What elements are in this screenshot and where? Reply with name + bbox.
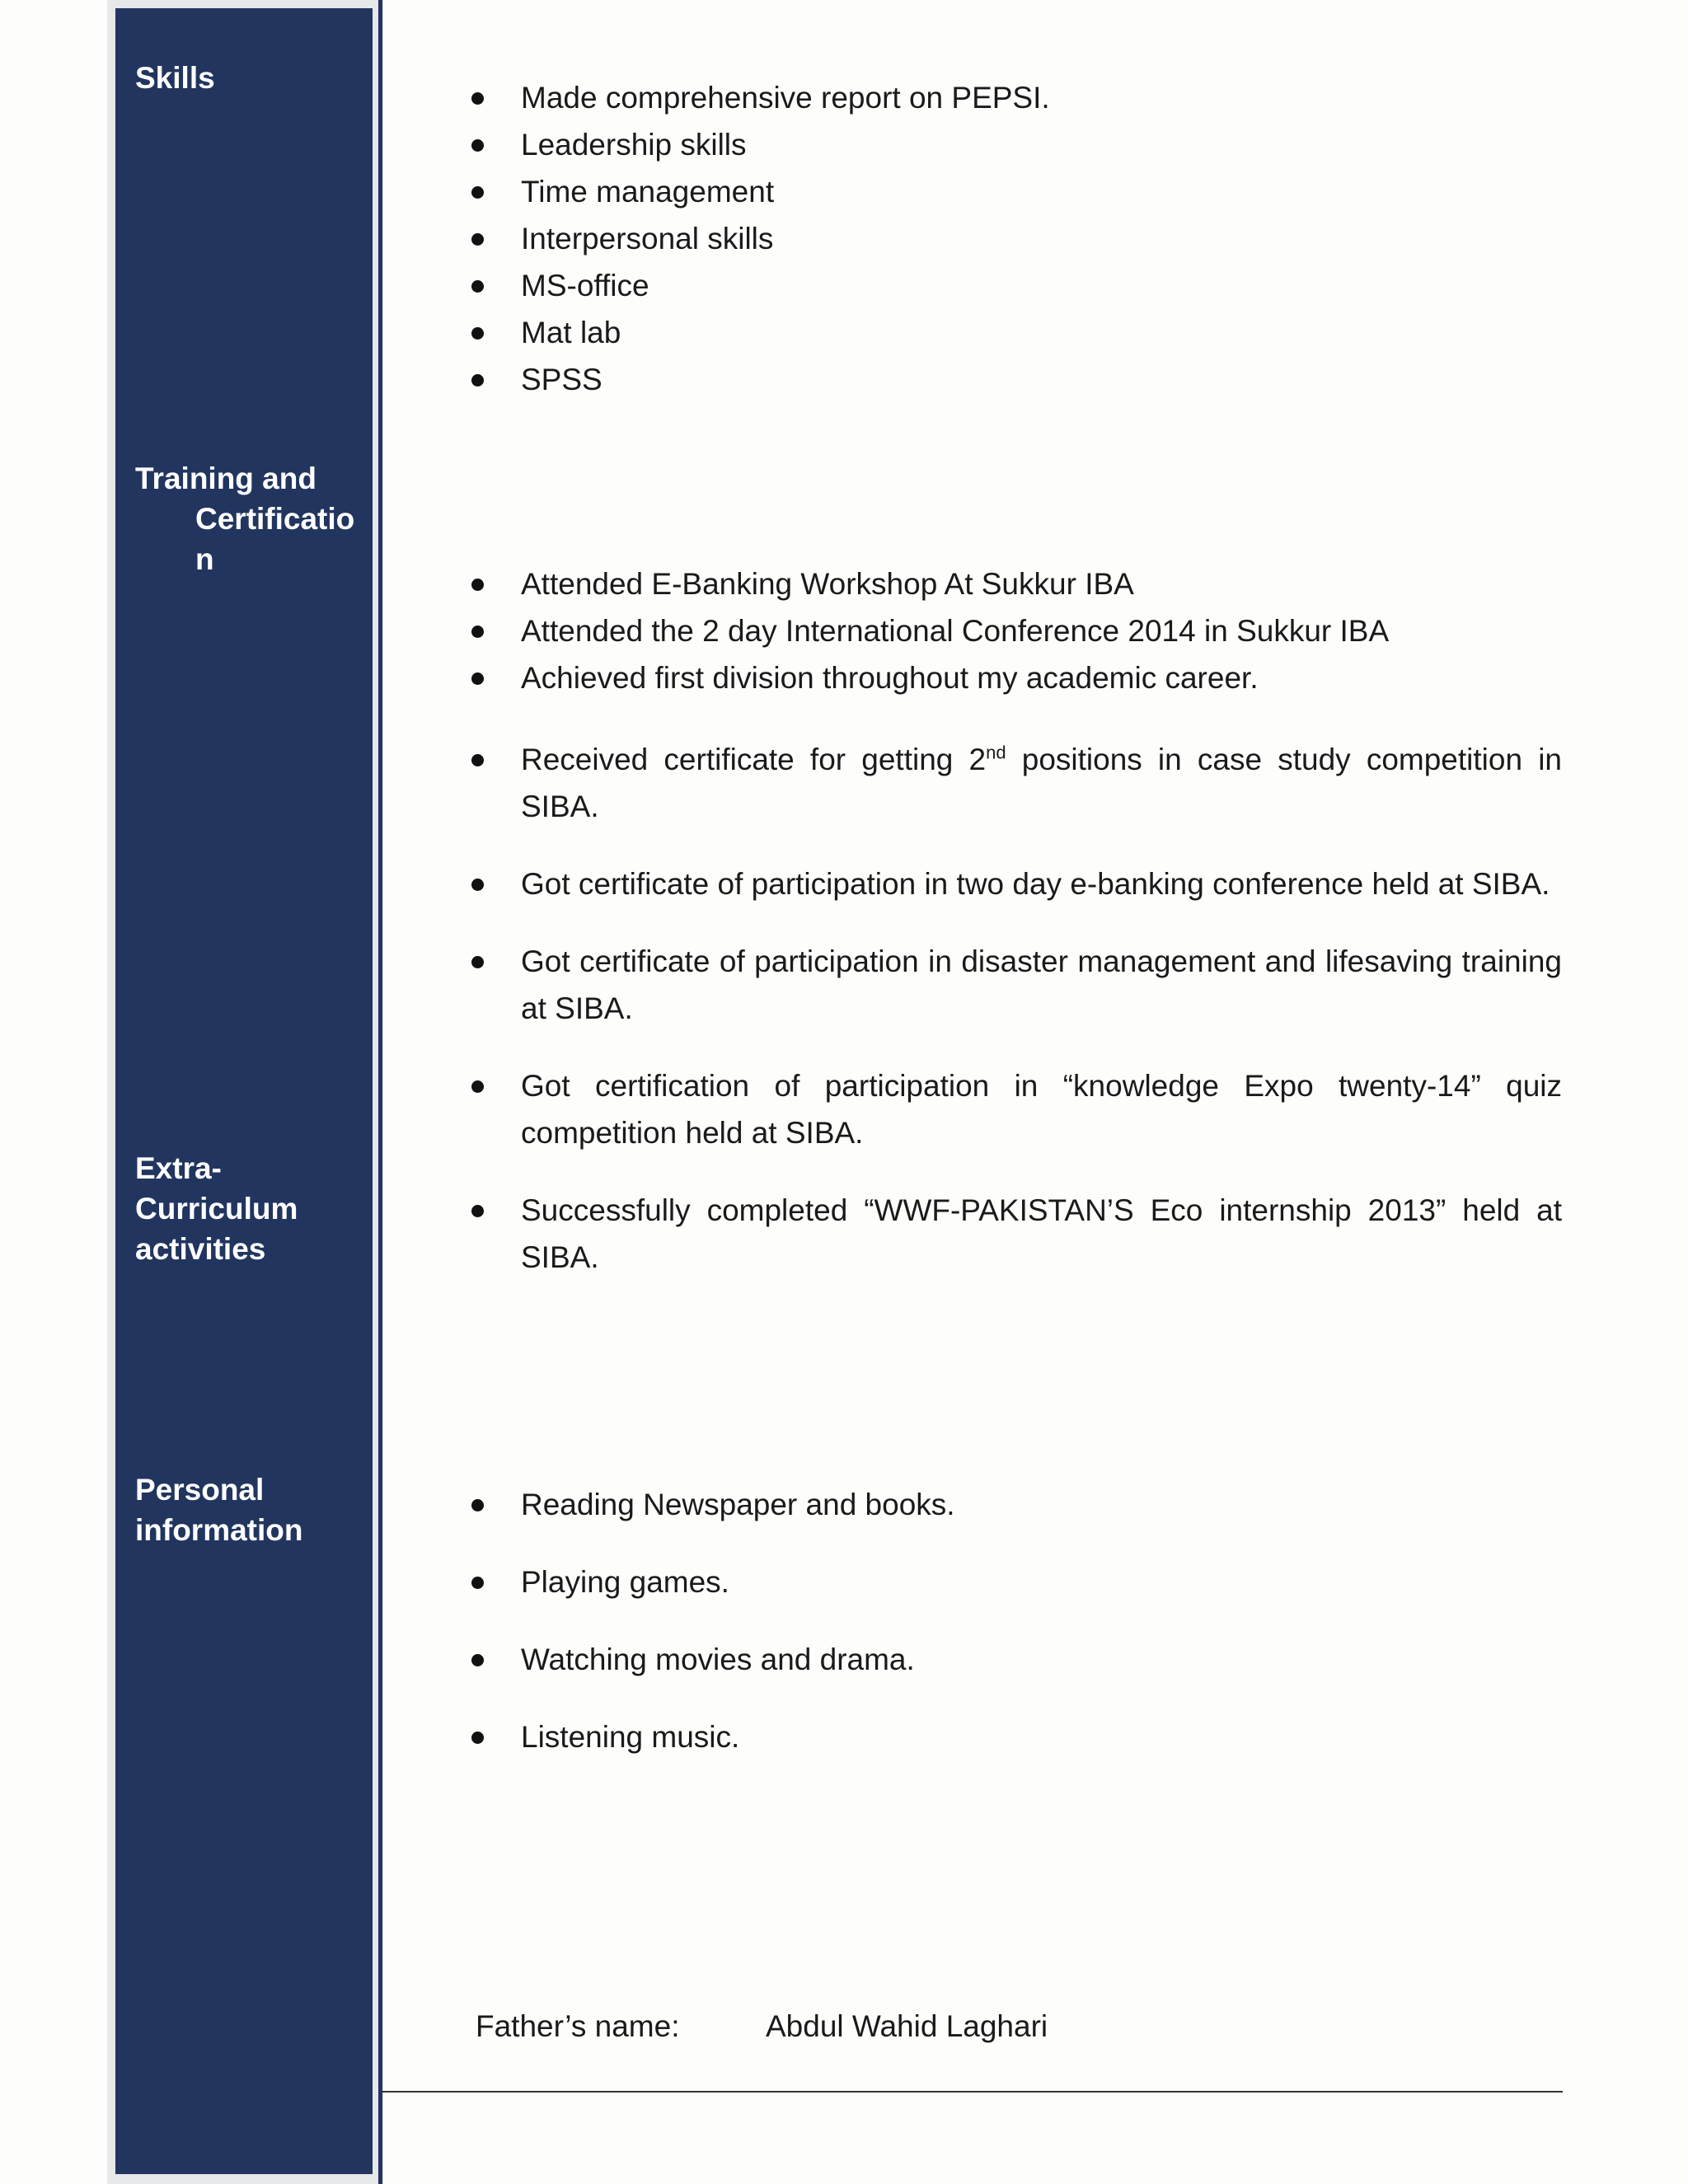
list-item [470, 860, 1562, 907]
list-item [470, 1558, 1562, 1605]
extra-heading-line-2: Curriculum [135, 1192, 298, 1226]
bullet-icon [471, 1080, 484, 1093]
training-heading-line-1: Training and [135, 462, 316, 495]
list-item [470, 938, 1562, 1032]
personal-heading-line-2: information [135, 1513, 303, 1547]
bullet-icon [471, 327, 484, 340]
bullet-icon [471, 233, 484, 246]
skill-text: SPSS [521, 363, 603, 396]
activity-text: Watching movies and drama. [521, 1643, 915, 1676]
bullet-icon [471, 1654, 484, 1666]
training-text: Successfully completed “WWF-PAKISTAN’S Eco internship 2013” held at SIBA. [521, 1193, 1562, 1274]
list-item [470, 1481, 1562, 1528]
training-text: Achieved first division throughout my academic career. [521, 661, 1259, 695]
bullet-icon [471, 186, 484, 199]
activity-text: Listening music. [521, 1720, 740, 1754]
bullet-icon [471, 1577, 484, 1589]
extra-curriculum-heading [135, 1148, 358, 1269]
training-text: Got certification of participation in “knowledge Expo twenty-14” quiz competition held at SIBA. [521, 1069, 1562, 1150]
activities-list [470, 1481, 1562, 1791]
activity-text: Playing games. [521, 1565, 729, 1599]
training-text: Attended E-Banking Workshop At Sukkur IBA [521, 567, 1134, 601]
activity-text: Reading Newspaper and books. [521, 1488, 955, 1521]
bullet-icon [471, 1205, 484, 1217]
list-item [470, 262, 1562, 309]
skill-text: Interpersonal skills [521, 222, 774, 255]
list-item [470, 74, 1562, 121]
bullet-icon [471, 579, 484, 591]
training-text: Got certificate of participation in two day e-banking conference held at SIBA. [521, 867, 1550, 901]
list-item [470, 356, 1562, 403]
personal-info-heading [135, 1469, 358, 1550]
skill-text: Leadership skills [521, 128, 747, 162]
bullet-icon [471, 673, 484, 685]
father-name-row [476, 2009, 1048, 2044]
training-text: positions in case study competition in SIBA. [521, 743, 1562, 823]
list-item [470, 736, 1562, 830]
father-name-value: Abdul Wahid Laghari [766, 2009, 1048, 2043]
training-heading-line-2: Certificatio [195, 502, 355, 536]
bullet-icon [471, 1499, 484, 1511]
extra-heading-line-1: Extra- [135, 1151, 222, 1185]
list-item [470, 1187, 1562, 1281]
bullet-icon [471, 626, 484, 638]
training-list-bottom [470, 736, 1562, 1311]
training-heading-line-3: n [195, 542, 214, 576]
skill-text: Made comprehensive report on PEPSI. [521, 81, 1050, 115]
skills-list [470, 74, 1562, 403]
personal-heading-line-1: Personal [135, 1473, 265, 1507]
training-text: Received certificate for getting 2 [521, 743, 987, 776]
list-item [470, 560, 1562, 607]
list-item [470, 309, 1562, 356]
skills-heading [135, 58, 358, 98]
skill-text: MS-office [521, 269, 649, 302]
training-text: Got certificate of participation in disaster management and lifesaving training at SIBA. [521, 944, 1562, 1025]
sidebar-panel [115, 8, 373, 2174]
bullet-icon [471, 280, 484, 293]
training-text: Attended the 2 day International Conference 2014 in Sukkur IBA [521, 614, 1390, 648]
bullet-icon [471, 1732, 484, 1744]
bullet-icon [471, 879, 484, 891]
skills-heading-text: Skills [135, 61, 215, 95]
skill-text: Mat lab [521, 316, 621, 349]
list-item [470, 1062, 1562, 1156]
training-heading [135, 458, 358, 579]
list-item [470, 168, 1562, 215]
bullet-icon [471, 139, 484, 152]
bullet-icon [471, 92, 484, 105]
sidebar-divider [378, 0, 382, 2184]
father-name-label: Father’s name: [476, 2009, 680, 2043]
skill-text: Time management [521, 175, 775, 209]
bullet-icon [471, 754, 484, 766]
extra-heading-line-3: activities [135, 1232, 266, 1266]
list-item [470, 215, 1562, 262]
ordinal-suffix: nd [986, 742, 1006, 763]
list-item [470, 1636, 1562, 1683]
list-item [470, 607, 1562, 654]
training-list-top [470, 560, 1562, 701]
bullet-icon [471, 956, 484, 968]
list-item [470, 1713, 1562, 1760]
bottom-divider [382, 2091, 1563, 2093]
list-item [470, 121, 1562, 168]
bullet-icon [471, 374, 484, 387]
list-item [470, 654, 1562, 701]
